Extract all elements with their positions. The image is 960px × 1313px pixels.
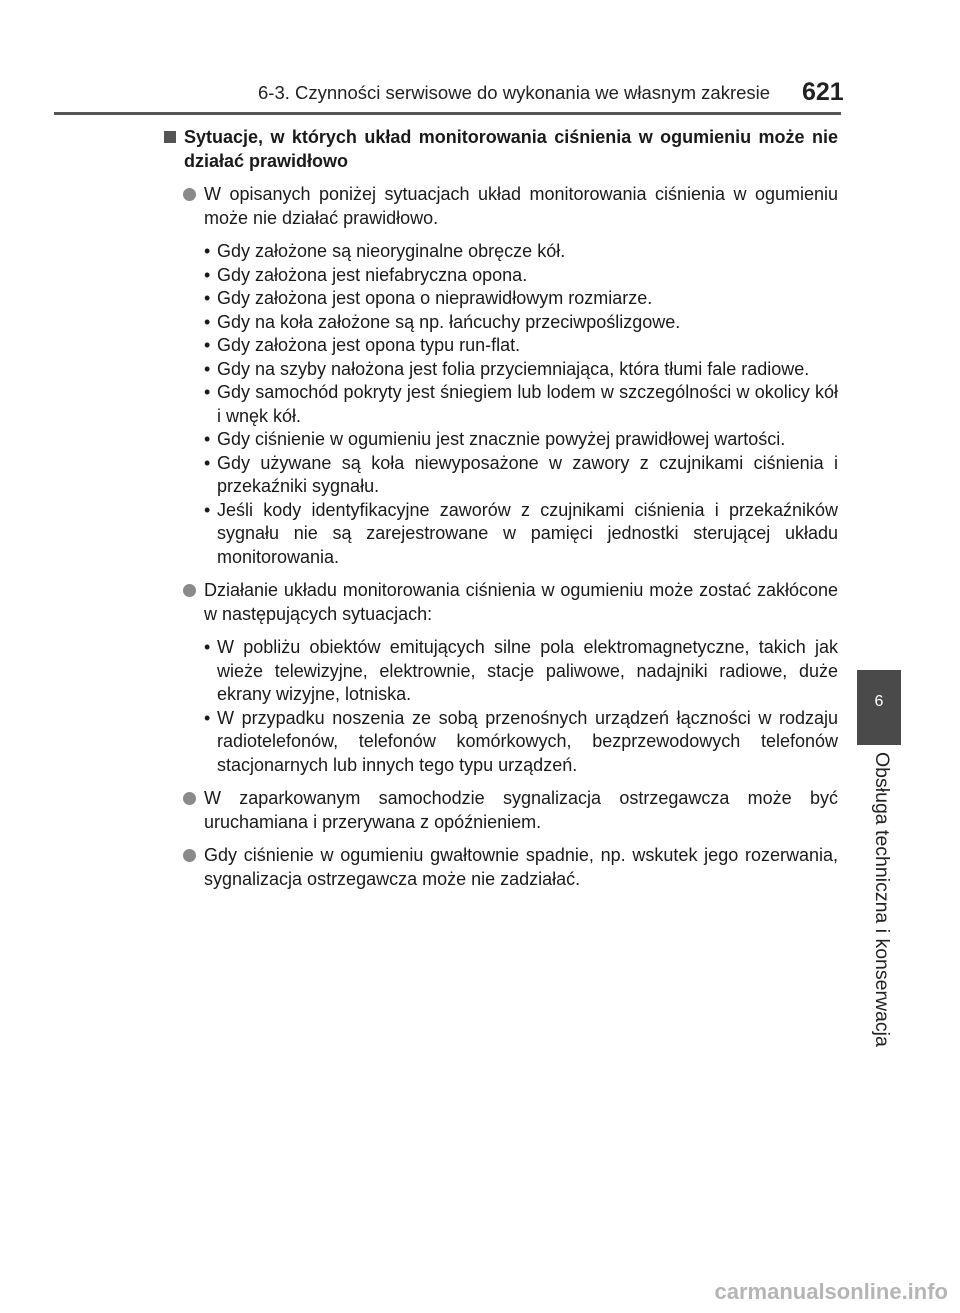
dot-marker-icon: • (204, 288, 211, 308)
section-title-text: Sytuacje, w których układ monitorowania ciśnienia w ogumieniu może nie działać prawidłowo (184, 127, 838, 171)
chapter-label: Obsługa techniczna i konserwacja (871, 752, 893, 1047)
page-header-title: 6-3. Czynności serwisowe do wykonania we własnym zakresie (258, 82, 771, 103)
sub-item-text: W pobliżu obiektów emitujących silne pola elektromagnetyczne, takich jak wieże telewizyjne, elektrownie, stacje paliwowe, nadajniki radiowe, duże ekrany wizyjne, lotniska. (217, 637, 838, 704)
sub-item-text: W przypadku noszenia ze sobą przenośnych urządzeń łączności w rodzaju radiotelefonów, telefonów komórkowych, bezprzewodowych telefonów stacjonarnych lub innych tego typu urządzeń. (217, 707, 838, 775)
circle-bullet-icon (183, 792, 196, 805)
bullet-text: W zaparkowanym samochodzie sygnalizacja ostrzegawcza może być uruchamiana i przerywana z opóźnieniem. (204, 788, 838, 832)
sub-item-text: Jeśli kody identyfikacyjne zaworów z czujnikami ciśnienia i przekaźników sygnału nie są zarejestrowane w pamięci jednostki sterującej układu monitorowania. (217, 499, 838, 567)
sub-item-text: Gdy założona jest niefabryczna opona. (217, 264, 528, 285)
sub-list-item (204, 707, 838, 778)
bullet-item (162, 787, 838, 834)
dot-marker-icon: • (204, 429, 211, 449)
bullet-item (162, 579, 838, 777)
sub-list-item (204, 452, 838, 499)
sub-item-text: Gdy na koła założone są np. łańcuchy przeciwpoślizgowe. (217, 311, 681, 332)
circle-bullet-icon (183, 188, 196, 201)
dot-marker-icon: • (204, 358, 211, 379)
sub-item-text: Gdy używane są koła niewyposażone w zawory z czujnikami ciśnienia i przekaźniki sygnału. (217, 452, 838, 496)
sub-list-item (204, 428, 838, 452)
chapter-tab: 6 (857, 670, 901, 745)
sub-list-item (204, 636, 838, 707)
square-bullet-icon (164, 131, 176, 143)
dot-marker-icon: • (204, 637, 211, 657)
bullet-text: Działanie układu monitorowania ciśnienia w ogumieniu może zostać zakłócone w następujących sytuacjach: (204, 580, 838, 624)
header-rule (54, 112, 841, 115)
dot-marker-icon: • (204, 311, 211, 332)
sub-item-text: Gdy założone są nieoryginalne obręcze kół. (217, 241, 566, 261)
dot-marker-icon: • (204, 499, 211, 520)
sub-list-item (204, 287, 838, 311)
dot-marker-icon: • (204, 707, 211, 728)
sub-list-item (204, 311, 838, 335)
bullet-text: Gdy ciśnienie w ogumieniu gwałtownie spadnie, np. wskutek jego rozerwania, sygnalizacja ostrzegawcza może nie zadziałać. (204, 845, 838, 889)
dot-marker-icon: • (204, 335, 211, 355)
watermark: carmanualsonline.info (714, 1279, 948, 1304)
bullet-item (162, 183, 838, 569)
sub-item-text: Gdy na szyby nałożona jest folia przyciemniająca, która tłumi fale radiowe. (217, 358, 810, 379)
sub-list-item (204, 264, 838, 288)
sub-item-text: Gdy ciśnienie w ogumieniu jest znacznie powyżej prawidłowej wartości. (217, 429, 786, 449)
dot-marker-icon: • (204, 382, 211, 402)
sub-list-item (204, 381, 838, 428)
dot-marker-icon: • (204, 264, 211, 285)
sub-item-text: Gdy założona jest opona typu run-flat. (217, 335, 521, 355)
page-number: 621 (802, 78, 844, 106)
bullet-list (162, 183, 838, 891)
dot-marker-icon: • (204, 452, 211, 473)
section-heading (162, 126, 838, 173)
sub-list (204, 240, 838, 569)
dot-marker-icon: • (204, 241, 211, 261)
circle-bullet-icon (183, 584, 196, 597)
circle-bullet-icon (183, 849, 196, 862)
sub-list (204, 636, 838, 777)
sub-list-item (204, 499, 838, 570)
sub-list-item (204, 334, 838, 358)
sub-item-text: Gdy założona jest opona o nieprawidłowym rozmiarze. (217, 288, 653, 308)
page-content (162, 126, 838, 901)
bullet-text: W opisanych poniżej sytuacjach układ monitorowania ciśnienia w ogumieniu może nie działać prawidłowo. (204, 184, 838, 228)
sub-item-text: Gdy samochód pokryty jest śniegiem lub lodem w szczególności w okolicy kół i wnęk kół. (217, 382, 838, 426)
sub-list-item (204, 240, 838, 264)
bullet-item (162, 844, 838, 891)
sub-list-item (204, 358, 838, 382)
